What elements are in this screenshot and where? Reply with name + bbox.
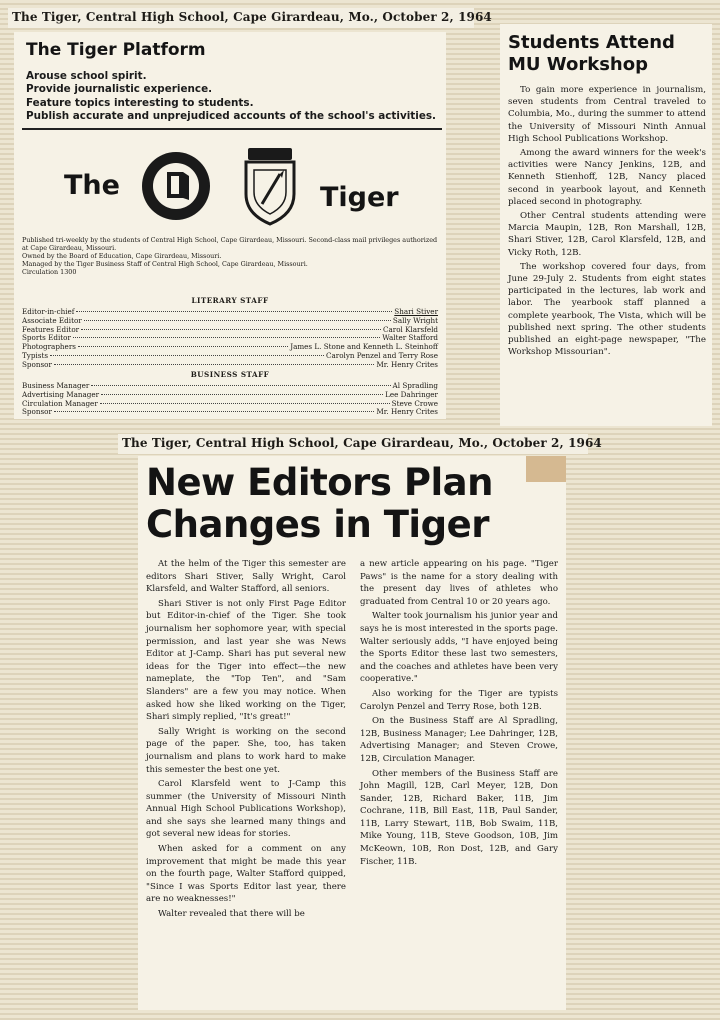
staff-row: Sponsor Mr. Henry Crites (22, 359, 438, 369)
platform-item: Provide journalistic experience. (26, 83, 213, 96)
platform-item: Publish accurate and unprejudiced accounts of the school's activities. (26, 110, 436, 123)
article-paragraph: At the helm of the Tiger this semester are editors Shari Stiver, Sally Wright, Carol Klarsfeld, and Walter Stafford, all seniors. (146, 559, 346, 595)
pub-info-line: Owned by the Board of Education, Cape Girardeau, Missouri. (22, 252, 222, 260)
staff-row: Circulation Manager Steve Crowe (22, 398, 438, 408)
article-paragraph: Other members of the Business Staff are John Magill, 12B, Carl Meyer, 12B, Don Sander, 12B, Richard Baker, 11B, Jim Cochrane, 11B, Bill East, 11B, Paul Sander, 11B, Larry Stewart, 11B, Bob Swaim, 11B, Mike Young, 11B, Steve Goodson, 10B, Jim McKeown, 10B, Ron Dost, 12B, and Gary Fischer, 11B. (360, 768, 558, 867)
platform-item: Arouse school spirit. (26, 70, 147, 82)
staff-row: Sports Editor Walter Stafford (22, 333, 438, 343)
platform-rule (22, 128, 442, 130)
pub-info-line: Published tri-weekly by the students of Central High School, Cape Girardeau, Missouri. Second-class mail privileges authorized at Cape Girardeau, Missouri. (22, 236, 438, 252)
article-paragraph: Also working for the Tiger are typists Carolyn Penzel and Terry Rose, both 12B. (360, 688, 558, 712)
article-paragraph: Carol Klarsfeld went to J-Camp this summer (the University of Missouri Ninth Annual High School Publications Workshop), and she says she learned many things and got several new ideas for stories. (146, 779, 346, 840)
staff-row: Features Editor Carol Klarsfeld (22, 324, 438, 334)
business-heading: BUSINESS STAFF (190, 370, 270, 379)
article-paragraph: The workshop covered four days, from June 29-July 2. Students from eight states participated in the lectures, lab work and labor. The yearbook staff planned a complete yearbook, The Vista, which will be published next spring. The other students published an eight-page newspaper, "The Workshop Missourian". (508, 261, 706, 358)
staff-row: Sponsor Mr. Henry Crites (22, 407, 438, 417)
editors-clipping (138, 456, 566, 1010)
platform-list (26, 70, 436, 124)
nspa-seal-icon (140, 150, 212, 222)
editors-column-1 (146, 558, 346, 923)
workshop-article (508, 84, 706, 360)
publication-info (22, 236, 438, 276)
article-paragraph: Other Central students attending were Marcia Maupin, 12B, Ron Marshall, 12B, Shari Stiver, 12B, Carol Klarsfeld, 12B, and Vicky Roth, 12B. (508, 211, 706, 258)
business-staff-list (22, 382, 438, 417)
workshop-headline: Students Attend MU Workshop (508, 32, 675, 75)
literary-staff-list (22, 308, 438, 370)
article-paragraph: Walter took journalism his junior year and says he is most interested in the sports page. Walter seriously adds, "I have enjoyed being the Sports Editor these last two semesters, and the coaches and athletes have been very cooperative." (360, 611, 558, 685)
staff-row: Photographers James L. Stone and Kenneth L. Steinhoff (22, 342, 438, 352)
article-paragraph: a new article appearing on his page. "Tiger Paws" is the name for a story dealing with the present day lives of athletes who graduated from Central 10 or 20 years ago. (360, 559, 558, 607)
platform-title: The Tiger Platform (26, 40, 206, 60)
article-paragraph: When asked for a comment on any improvement that might be made this year on the fourth page, Walter Stafford quipped, "Since I was Sports Editor last year, there are no weaknesses!" (146, 844, 346, 905)
editors-column-2 (360, 558, 558, 870)
workshop-clipping (500, 24, 712, 426)
article-paragraph: Walter revealed that there will be (158, 909, 305, 920)
staff-row: Editor-in-chief Shari Stiver (22, 307, 438, 316)
staff-row: Business Manager Al Spradling (22, 381, 438, 390)
staff-row: Advertising Manager Lee Dahringer (22, 389, 438, 399)
nspa-seal (140, 150, 212, 222)
stain (526, 456, 566, 482)
editors-headline-2: Changes in Tiger (146, 503, 489, 546)
editors-headline-1: New Editors Plan (146, 461, 493, 504)
article-paragraph: To gain more experience in journalism, seven students from Central traveled to Columbia, Mo., during the summer to attend the University of Missouri Ninth Annual High School Publications Workshop. (508, 85, 706, 144)
masthead-tiger: Tiger (320, 182, 399, 213)
dateline-top: The Tiger, Central High School, Cape Girardeau, Mo., October 2, 1964 (8, 8, 474, 28)
masthead-clipping (14, 32, 446, 419)
pub-info-line: Circulation 1300 (22, 268, 77, 276)
masthead-the: The (64, 170, 120, 201)
platform-item: Feature topics interesting to students. (26, 96, 254, 109)
quill-scroll-icon (240, 146, 300, 226)
staff-row: Associate Editor Sally Wright (22, 315, 438, 325)
dateline-article: The Tiger, Central High School, Cape Girardeau, Mo., October 2, 1964 (118, 434, 588, 454)
literary-heading: LITERARY STAFF (191, 296, 269, 305)
quill-scroll-shield (240, 146, 300, 226)
article-paragraph: Among the award winners for the week's activities were Nancy Jenkins, 12B, and Kenneth Stienhoff, 12B, Nancy placed second in yearbook layout, and Kenneth placed second in photography. (508, 148, 706, 207)
article-paragraph: Sally Wright is working on the second page of the paper. She, too, has taken journalism and plans to work hard to make this semester the best one yet. (146, 726, 346, 775)
article-paragraph: Shari Stiver is not only First Page Editor but Editor-in-chief of the Tiger. She took journalism her sophomore year, with special permission, and last year she was News Editor at J-Camp. Shari has put several new ideas for the Tiger into effect—the new nameplate, the "Top Ten", and "Sam Slanders" are a few you may notice. When asked how she liked working on the Tiger, Shari simply replied, "It's great!" (146, 598, 346, 723)
pub-info-line: Managed by the Tiger Business Staff of Central High School, Cape Girardeau, Missouri. (22, 260, 308, 268)
article-paragraph: On the Business Staff are Al Spradling, 12B, Business Manager; Lee Dahringer, 12B, Advertising Manager; and Steven Crowe, 12B, Circulation Manager. (360, 716, 558, 764)
staff-row: Typists Carolyn Penzel and Terry Rose (22, 350, 438, 360)
